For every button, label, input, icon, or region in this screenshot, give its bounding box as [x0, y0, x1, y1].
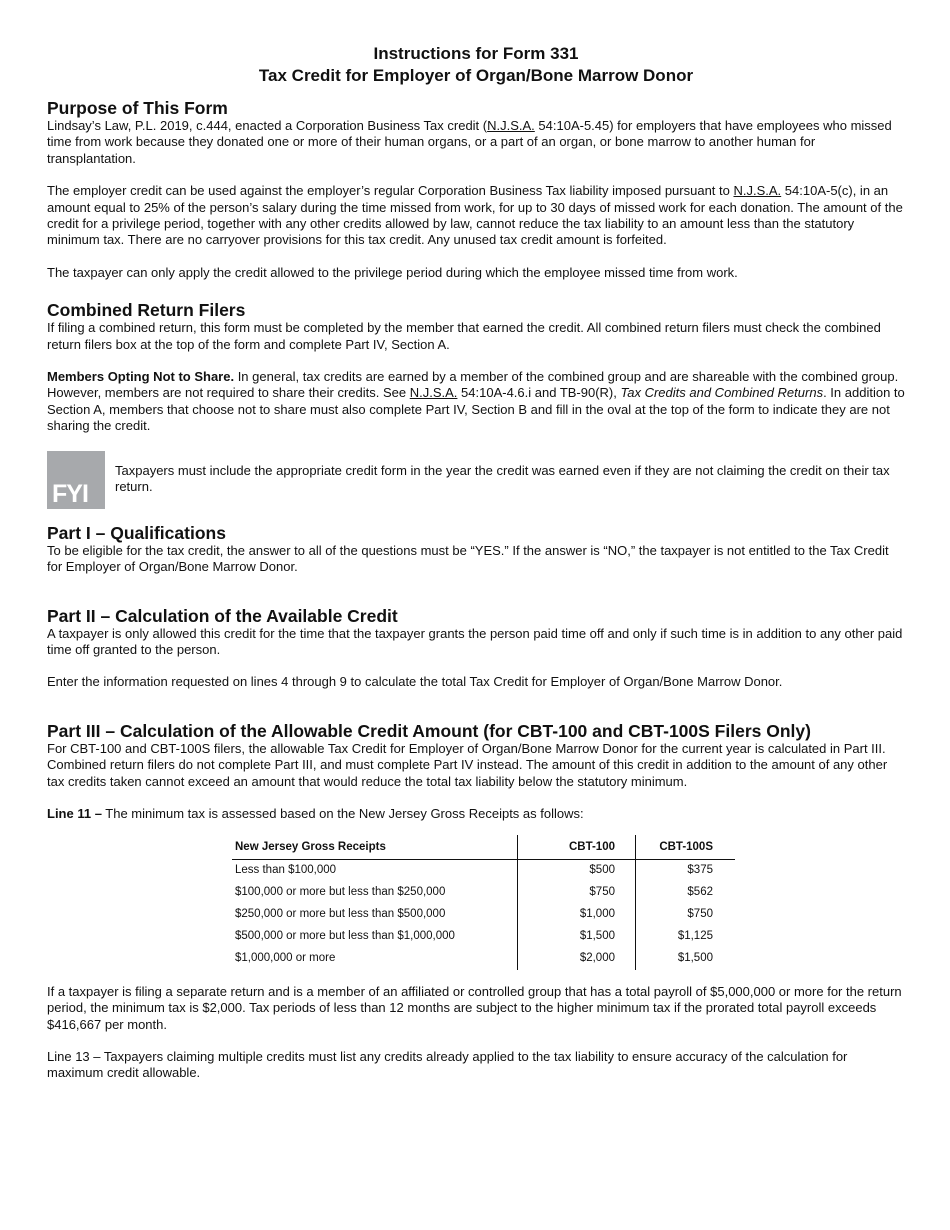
table-cell: $750 — [636, 904, 736, 926]
table-cell: $250,000 or more but less than $500,000 — [235, 908, 446, 921]
purpose-paragraph-2 — [47, 183, 905, 249]
part2-paragraph-1: A taxpayer is only allowed this credit for the time that the taxpayer grants the person paid time off and only if such time is in addition to any other paid time off granted to the person. — [47, 625, 903, 657]
part2-paragraph-2: Enter the information requested on lines 4 through 9 to calculate the total Tax Credit for Employer of Organ/Bone Marrow Donor. — [47, 674, 783, 690]
part2-heading: Part II – Calculation of the Available Credit — [47, 605, 398, 626]
text: 54:10A-4.6.i and TB-90(R), — [457, 385, 621, 401]
text: 54:10A-5(c), in an amount equal to 25% of the person’s salary during the time missed from work, for up to 30 days of missed work for each donation. The amount of the credit for a privilege period, together with any other credits allowed by law, cannot reduce the tax liability to an amount less than the statutory minimum tax. There are no carryover provisions for this tax credit. Any unused tax credit amount is forfeited. — [47, 183, 903, 248]
line13-paragraph: Line 13 – Taxpayers claiming multiple credits must list any credits already applied to the tax liability to ensure accuracy of the calculation for maximum credit allowable. — [47, 1048, 848, 1081]
part3-heading: Part III – Calculation of the Allowable Credit Amount (for CBT-100 and CBT-100S Filers Only) — [47, 720, 811, 741]
text: In general, tax credits are earned by a member of the combined group and are shareable with the combined group. However, members are not required to share their credits. See — [47, 369, 899, 401]
part3-paragraph-1: For CBT-100 and CBT-100S filers, the allowable Tax Credit for Employer of Organ/Bone Marrow Donor for the current year is calculated in Part III. Combined return filers do not complete Part III, and must complete Part IV instead. The amount of this credit in addition to the amount of any other tax credits taken cannot exceed an amount that would reduce the total tax liability below the statutory minimum. — [47, 740, 888, 789]
purpose-heading: Purpose of This Form — [47, 98, 228, 118]
line11-label: Line 11 – — [47, 805, 102, 821]
table-cell: $1,500 — [518, 926, 636, 948]
table-cell: $500,000 or more but less than $1,000,000 — [235, 930, 455, 943]
document-title — [47, 43, 905, 87]
table-cell: $500 — [518, 859, 636, 882]
table-row — [232, 904, 735, 926]
table-header-row — [232, 835, 735, 859]
combined-paragraph-1: If filing a combined return, this form must be completed by the member that earned the credit. All combined return filers must check the combined return filers box at the top of the form and complete Part IV, Section A. — [47, 320, 881, 352]
part3-paragraph-2: If a taxpayer is filing a separate return and is a member of an affiliated or controlled group that has a total payroll of $5,000,000 or more for the return period, the minimum tax is $2,000. Tax periods of less than 12 months are subject to the higher minimum tax if the prorated total payroll exceeds $416,667 per month. — [47, 983, 902, 1032]
table-cell: $1,000,000 or more — [235, 952, 336, 965]
table-row — [232, 948, 735, 970]
text: The employer credit can be used against the employer’s regular Corporation Business Tax liability imposed pursuant to — [47, 183, 734, 199]
fyi-text: Taxpayers must include the appropriate credit form in the year the credit was earned even if they are not claiming the credit on their tax return. — [115, 462, 890, 495]
text: The minimum tax is assessed based on the New Jersey Gross Receipts as follows: — [101, 805, 584, 821]
column-header: New Jersey Gross Receipts — [232, 835, 518, 859]
njsa-reference: N.J.S.A. — [409, 385, 458, 401]
publication-title: Tax Credits and Combined Returns — [620, 385, 824, 401]
table-row — [232, 882, 735, 904]
document-page — [47, 43, 905, 1098]
table-cell: Less than $100,000 — [235, 864, 337, 877]
combined-heading: Combined Return Filers — [47, 300, 246, 321]
table-cell: $750 — [518, 882, 636, 904]
members-opting-label: Members Opting Not to Share. — [47, 369, 235, 385]
njsa-reference: N.J.S.A. — [733, 183, 782, 199]
title-line-2: Tax Credit for Employer of Organ/Bone Marrow Donor — [258, 66, 694, 85]
text: . In addition to Section A, members that choose not to share must also complete Part IV, Section B and fill in the oval at the top of the form to indicate they are not sharing the credit. — [47, 385, 905, 434]
purpose-paragraph-1 — [47, 118, 905, 167]
table-cell: $1,000 — [518, 904, 636, 926]
purpose-paragraph-3: The taxpayer can only apply the credit allowed to the privilege period during which the employee missed time from work. — [47, 264, 738, 280]
fyi-icon — [47, 451, 105, 509]
table-cell: $1,125 — [636, 926, 736, 948]
table-cell: $100,000 or more but less than $250,000 — [235, 886, 446, 899]
minimum-tax-table — [232, 835, 735, 969]
fyi-label: FYI — [52, 479, 88, 508]
title-line-1: Instructions for Form 331 — [373, 44, 579, 63]
part1-heading: Part I – Qualifications — [47, 522, 226, 543]
combined-paragraph-2 — [47, 369, 905, 435]
table-row — [232, 926, 735, 948]
column-header: CBT-100S — [636, 835, 736, 859]
column-header: CBT-100 — [518, 835, 636, 859]
table-cell: $1,500 — [636, 948, 736, 970]
table-cell: $2,000 — [518, 948, 636, 970]
text: 54:10A-5.45) for employers that have employees who missed time from work because they donated one or more of their human organs, or a part of an organ, or bone marrow to another human for transplantation. — [47, 118, 892, 166]
table-cell: $375 — [636, 859, 736, 882]
line11-paragraph — [47, 806, 905, 822]
table-row — [232, 859, 735, 882]
njsa-reference: N.J.S.A. — [487, 118, 535, 133]
text: Lindsay’s Law, P.L. 2019, c.444, enacted a Corporation Business Tax credit ( — [47, 118, 488, 133]
fyi-callout — [47, 451, 905, 509]
part1-paragraph: To be eligible for the tax credit, the answer to all of the questions must be “YES.” If the answer is “NO,” the taxpayer is not entitled to the Tax Credit for Employer of Organ/Bone Marrow Donor. — [47, 542, 889, 575]
table-cell: $562 — [636, 882, 736, 904]
